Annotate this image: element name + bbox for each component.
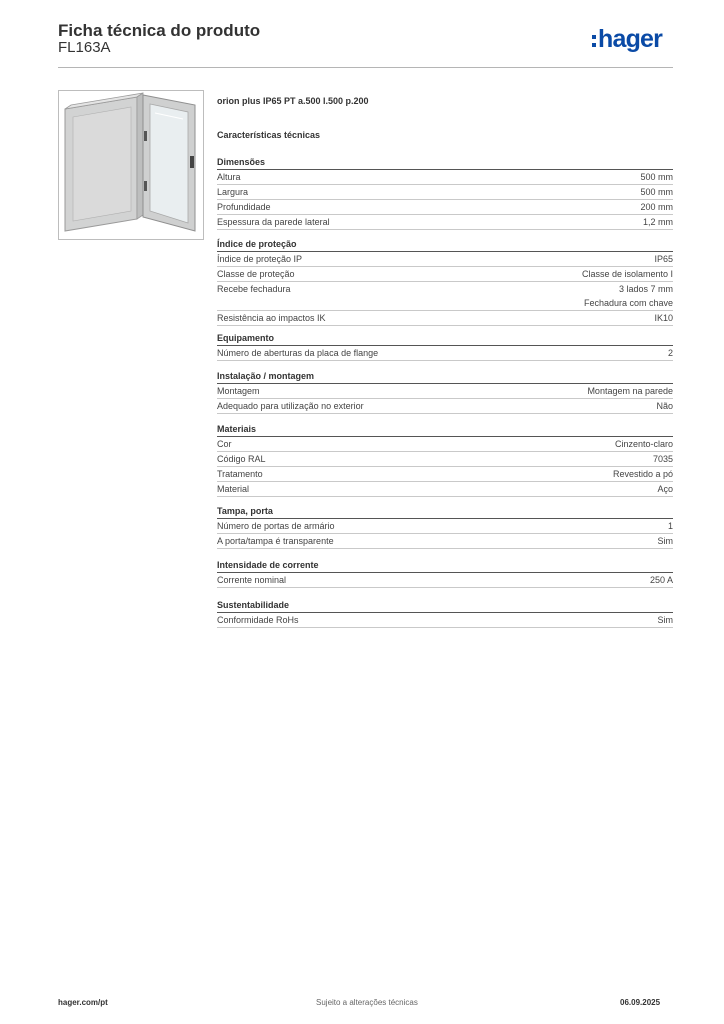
row-value: Sim bbox=[657, 615, 673, 625]
section-title: Instalação / montagem bbox=[217, 369, 673, 384]
section-protection bbox=[217, 237, 673, 326]
row-value: Revestido a pó bbox=[612, 469, 673, 479]
row-label: Profundidade bbox=[217, 202, 271, 212]
row-value: 7035 bbox=[652, 454, 673, 464]
row-value: 3 lados 7 mm Fechadura com chave bbox=[583, 284, 673, 308]
section-sustainability bbox=[217, 598, 673, 628]
row-value: IP65 bbox=[654, 254, 673, 264]
table-row bbox=[217, 282, 673, 311]
row-value: 250 A bbox=[649, 575, 673, 585]
row-value: IK10 bbox=[654, 313, 673, 323]
table-row bbox=[217, 384, 673, 399]
section-materials bbox=[217, 422, 673, 497]
table-row bbox=[217, 185, 673, 200]
section-installation bbox=[217, 369, 673, 414]
row-value: Aço bbox=[657, 484, 673, 494]
row-label: A porta/tampa é transparente bbox=[217, 536, 334, 546]
table-row bbox=[217, 437, 673, 452]
row-label: Conformidade RoHs bbox=[217, 615, 299, 625]
row-label: Espessura da parede lateral bbox=[217, 217, 330, 227]
table-row bbox=[217, 534, 673, 549]
footer-date: 06.09.2025 bbox=[620, 998, 661, 1007]
section-title: Sustentabilidade bbox=[217, 598, 673, 613]
row-label: Largura bbox=[217, 187, 249, 197]
table-row bbox=[217, 252, 673, 267]
logo-text: hager bbox=[598, 25, 663, 53]
logo-dots-icon bbox=[592, 35, 596, 51]
row-label: Adequado para utilização no exterior bbox=[217, 401, 364, 411]
row-label: Resistência ao impactos IK bbox=[217, 313, 326, 323]
section-current bbox=[217, 558, 673, 588]
header-divider bbox=[58, 67, 673, 68]
row-label: Material bbox=[217, 484, 250, 494]
row-value: Cinzento-claro bbox=[614, 439, 673, 449]
table-row bbox=[217, 215, 673, 230]
enclosure-image-icon bbox=[59, 91, 203, 239]
row-label: Montagem bbox=[217, 386, 260, 396]
table-row bbox=[217, 519, 673, 534]
section-door bbox=[217, 504, 673, 549]
section-title: Índice de proteção bbox=[217, 237, 673, 252]
section-equipment bbox=[217, 331, 673, 361]
row-label: Recebe fechadura bbox=[217, 284, 291, 294]
row-value: Classe de isolamento I bbox=[581, 269, 673, 279]
section-title: Intensidade de corrente bbox=[217, 558, 673, 573]
row-value: 1,2 mm bbox=[642, 217, 673, 227]
row-label: Código RAL bbox=[217, 454, 266, 464]
product-image bbox=[58, 90, 204, 240]
row-label: Corrente nominal bbox=[217, 575, 287, 585]
row-value: 500 mm bbox=[640, 187, 673, 197]
table-row bbox=[217, 482, 673, 497]
row-label: Índice de proteção IP bbox=[217, 254, 303, 264]
section-title: Dimensões bbox=[217, 155, 673, 170]
row-value: 2 bbox=[667, 348, 673, 358]
row-value: Não bbox=[656, 401, 673, 411]
specs-heading: Características técnicas bbox=[217, 130, 321, 140]
section-title: Equipamento bbox=[217, 331, 673, 346]
table-row bbox=[217, 467, 673, 482]
row-label: Classe de proteção bbox=[217, 269, 295, 279]
row-label: Cor bbox=[217, 439, 232, 449]
table-row bbox=[217, 399, 673, 414]
row-label: Número de portas de armário bbox=[217, 521, 335, 531]
table-row bbox=[217, 452, 673, 467]
row-value: 1 bbox=[667, 521, 673, 531]
row-value: 200 mm bbox=[640, 202, 673, 212]
row-value: Montagem na parede bbox=[587, 386, 673, 396]
table-row bbox=[217, 267, 673, 282]
footer-website-link[interactable]: hager.com/pt bbox=[58, 998, 108, 1007]
table-row bbox=[217, 200, 673, 215]
product-name: orion plus IP65 PT a.500 l.500 p.200 bbox=[217, 96, 369, 106]
row-label: Altura bbox=[217, 172, 241, 182]
row-label: Tratamento bbox=[217, 469, 263, 479]
document-title: Ficha técnica do produto bbox=[58, 21, 261, 40]
section-title: Tampa, porta bbox=[217, 504, 673, 519]
section-dimensions bbox=[217, 155, 673, 230]
row-value: 500 mm bbox=[640, 172, 673, 182]
footer-note: Sujeito a alterações técnicas bbox=[316, 998, 418, 1007]
table-row bbox=[217, 573, 673, 588]
table-row bbox=[217, 613, 673, 628]
table-row bbox=[217, 346, 673, 361]
row-label: Número de aberturas da placa de flange bbox=[217, 348, 379, 358]
product-code: FL163A bbox=[58, 39, 111, 56]
table-row bbox=[217, 170, 673, 185]
table-row bbox=[217, 311, 673, 326]
section-title: Materiais bbox=[217, 422, 673, 437]
row-value: Sim bbox=[657, 536, 673, 546]
